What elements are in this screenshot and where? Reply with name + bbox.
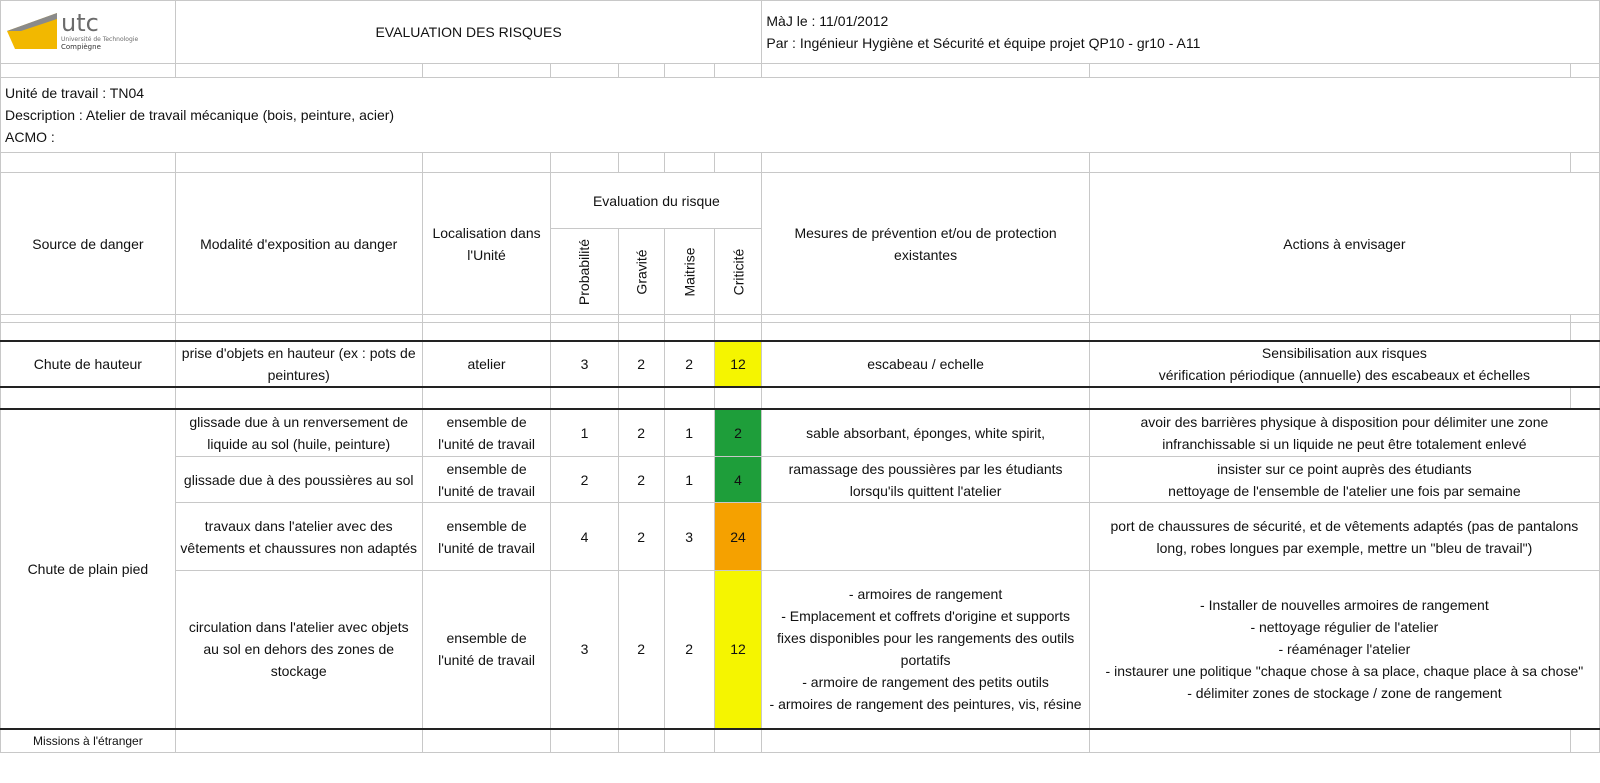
table-row <box>1 457 1600 503</box>
col-maitrise: Maitrise <box>664 229 714 315</box>
modalite-cell: prise d'objets en hauteur (ex : pots de peintures) <box>175 341 422 387</box>
col-criticite: Criticité <box>714 229 762 315</box>
author-line: Par : Ingénieur Hygiène et Sécurité et équipe projet QP10 - gr10 - A11 <box>766 35 1201 51</box>
criticite-cell: 12 <box>714 571 762 729</box>
modalite-cell: glissade due à des poussières au sol <box>175 457 422 503</box>
spacer-row <box>1 64 1600 78</box>
mesures-cell: sable absorbant, éponges, white spirit, <box>762 409 1089 457</box>
mesures-cell: - armoires de rangement - Emplacement et coffrets d'origine et supports fixes disponibles pour les rangements des outils portatifs - armoire de rangement des petits outils - armoires de rangement des peintures, vis, résine <box>762 571 1089 729</box>
table-row <box>1 503 1600 571</box>
maitrise-cell: 3 <box>664 503 714 571</box>
document-title: EVALUATION DES RISQUES <box>175 1 762 64</box>
column-header-row <box>1 173 1600 229</box>
actions-cell: Sensibilisation aux risques vérification périodique (annuelle) des escabeaux et échelles <box>1089 341 1599 387</box>
actions-cell: port de chaussures de sécurité, et de vêtements adaptés (pas de pantalons long, robes longues par exemple, mettre un "bleu de travail") <box>1089 503 1599 571</box>
footer-row <box>1 729 1600 753</box>
col-gravite: Gravité <box>618 229 664 315</box>
document-meta <box>762 1 1600 64</box>
mesures-cell <box>762 503 1089 571</box>
col-mesures: Mesures de prévention et/ou de protection existantes <box>762 173 1089 315</box>
probabilite-cell: 4 <box>551 503 618 571</box>
acmo-line: ACMO : <box>5 129 55 145</box>
localisation-cell: ensemble de l'unité de travail <box>422 503 551 571</box>
header-row <box>1 1 1600 64</box>
spacer-row <box>1 315 1600 323</box>
criticite-cell: 4 <box>714 457 762 503</box>
localisation-cell: ensemble de l'unité de travail <box>422 409 551 457</box>
spacer-row <box>1 387 1600 409</box>
criticite-cell: 2 <box>714 409 762 457</box>
missions-label: Missions à l'étranger <box>1 729 176 753</box>
col-probabilite: Probabilité <box>551 229 618 315</box>
maitrise-cell: 1 <box>664 457 714 503</box>
spacer-row <box>1 153 1600 173</box>
modalite-cell: glissade due à un renversement de liquide au sol (huile, peinture) <box>175 409 422 457</box>
probabilite-cell: 2 <box>551 457 618 503</box>
criticite-cell: 24 <box>714 503 762 571</box>
source-cell: Chute de hauteur <box>1 341 176 387</box>
col-source: Source de danger <box>1 173 176 315</box>
localisation-cell: ensemble de l'unité de travail <box>422 457 551 503</box>
source-cell: Chute de plain pied <box>1 409 176 729</box>
col-actions: Actions à envisager <box>1089 173 1599 315</box>
unit-info <box>1 78 1600 153</box>
probabilite-cell: 3 <box>551 341 618 387</box>
actions-cell: avoir des barrières physique à disposition pour délimiter une zone infranchissable si un liquide ne peut être totalement enlevé <box>1089 409 1599 457</box>
actions-cell: - Installer de nouvelles armoires de rangement - nettoyage régulier de l'atelier - réaménager l'atelier - instaurer une politique "chaque chose à sa place, chaque place à sa chose" - délimiter zones de stockage / zone de rangement <box>1089 571 1599 729</box>
unit-info-row <box>1 78 1600 153</box>
col-modalite: Modalité d'exposition au danger <box>175 173 422 315</box>
probabilite-cell: 1 <box>551 409 618 457</box>
gravite-cell: 2 <box>618 571 664 729</box>
maitrise-cell: 2 <box>664 571 714 729</box>
probabilite-cell: 3 <box>551 571 618 729</box>
col-evaluation: Evaluation du risque <box>551 173 762 229</box>
localisation-cell: atelier <box>422 341 551 387</box>
mesures-cell: ramassage des poussières par les étudiants lorsqu'ils quittent l'atelier <box>762 457 1089 503</box>
table-row <box>1 341 1600 387</box>
criticite-cell: 12 <box>714 341 762 387</box>
gravite-cell: 2 <box>618 457 664 503</box>
utc-logo-icon <box>1 1 151 57</box>
spacer-row <box>1 323 1600 341</box>
logo-line1: Université de Technologie <box>61 36 139 43</box>
col-localisation: Localisation dans l'Unité <box>422 173 551 315</box>
actions-cell: insister sur ce point auprès des étudiants nettoyage de l'ensemble de l'atelier une fois par semaine <box>1089 457 1599 503</box>
logo-line2: Compiègne <box>61 43 101 51</box>
maitrise-cell: 1 <box>664 409 714 457</box>
update-date: MàJ le : 11/01/2012 <box>766 13 889 29</box>
modalite-cell: travaux dans l'atelier avec des vêtements et chaussures non adaptés <box>175 503 422 571</box>
gravite-cell: 2 <box>618 409 664 457</box>
maitrise-cell: 2 <box>664 341 714 387</box>
gravite-cell: 2 <box>618 503 664 571</box>
table-row <box>1 571 1600 729</box>
mesures-cell: escabeau / echelle <box>762 341 1089 387</box>
unit-line: Unité de travail : TN04 <box>5 85 145 101</box>
gravite-cell: 2 <box>618 341 664 387</box>
description-line: Description : Atelier de travail mécanique (bois, peinture, acier) <box>5 107 395 123</box>
logo-brand: utc <box>61 9 99 37</box>
table-row <box>1 409 1600 457</box>
localisation-cell: ensemble de l'unité de travail <box>422 571 551 729</box>
modalite-cell: circulation dans l'atelier avec objets au sol en dehors des zones de stockage <box>175 571 422 729</box>
logo-cell <box>1 1 176 64</box>
